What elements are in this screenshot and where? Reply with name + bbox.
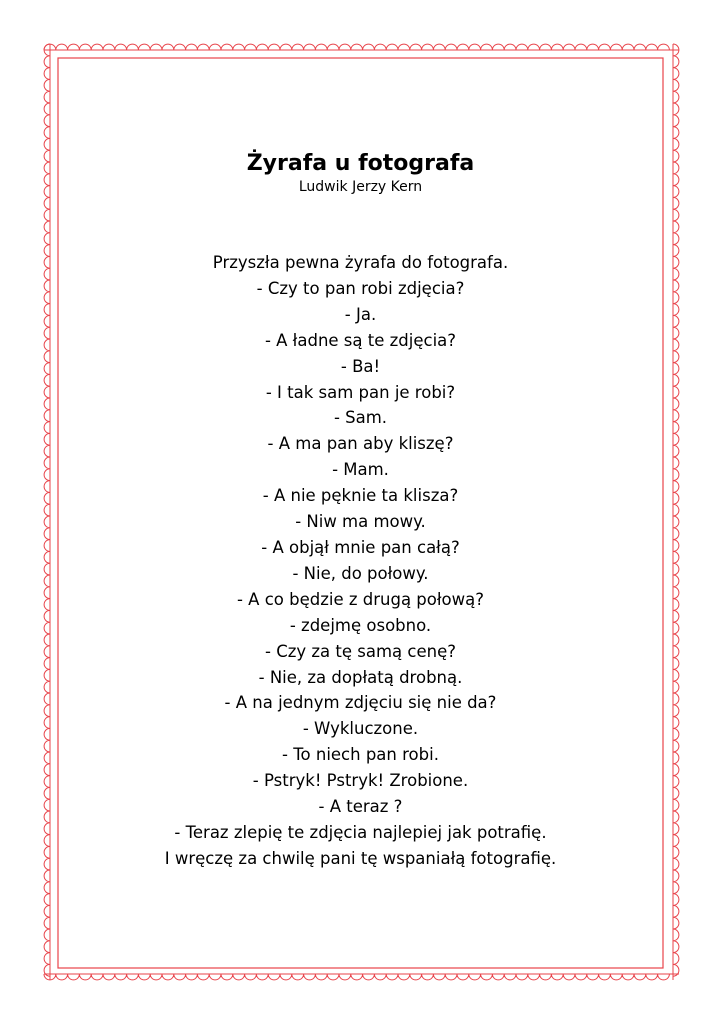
poem-line: - Pstryk! Pstryk! Zrobione. xyxy=(252,771,469,791)
poem-line: - A na jednym zdjęciu się nie da? xyxy=(224,693,497,713)
poem-line: - Czy za tę samą cenę? xyxy=(265,641,456,661)
poem-line: - Nie, do połowy. xyxy=(292,563,429,583)
poem-line: - Czy to pan robi zdjęcia? xyxy=(256,278,465,298)
poem-line: - Ba! xyxy=(340,356,381,376)
poem-line: - A nie pęknie ta klisza? xyxy=(262,486,459,506)
poem-line: - Wykluczone. xyxy=(302,719,419,739)
poem-title: Żyrafa u fotografa xyxy=(246,151,475,176)
poem-line: - zdejmę osobno. xyxy=(289,615,432,635)
poem-line: I wręczę za chwilę pani tę wspaniałą fotografię. xyxy=(164,848,557,868)
poem-line: - A objął mnie pan całą? xyxy=(261,537,460,557)
poem-line: - A teraz ? xyxy=(318,797,403,817)
poem-line: - I tak sam pan je robi? xyxy=(265,382,456,402)
poem-line: - Sam. xyxy=(333,408,388,428)
poem-line: - Ja. xyxy=(344,304,377,324)
poem-body xyxy=(58,250,663,872)
poem-line: - Mam. xyxy=(332,460,389,480)
poem-content xyxy=(58,140,663,872)
poem-line: - Nie, za dopłatą drobną. xyxy=(258,667,463,687)
poem-line: - A ma pan aby kliszę? xyxy=(267,434,454,454)
poem-line: - A ładne są te zdjęcia? xyxy=(264,330,457,350)
poem-author: Ludwik Jerzy Kern xyxy=(298,179,423,195)
poem-line: Przyszła pewna żyrafa do fotografa. xyxy=(212,253,509,272)
poem-line: - A co będzie z drugą połową? xyxy=(236,589,485,609)
poem-line: - Niw ma mowy. xyxy=(295,512,426,532)
poem-line: - Teraz zlepię te zdjęcia najlepiej jak potrafię. xyxy=(174,822,547,842)
poem-line: - To niech pan robi. xyxy=(282,745,439,765)
